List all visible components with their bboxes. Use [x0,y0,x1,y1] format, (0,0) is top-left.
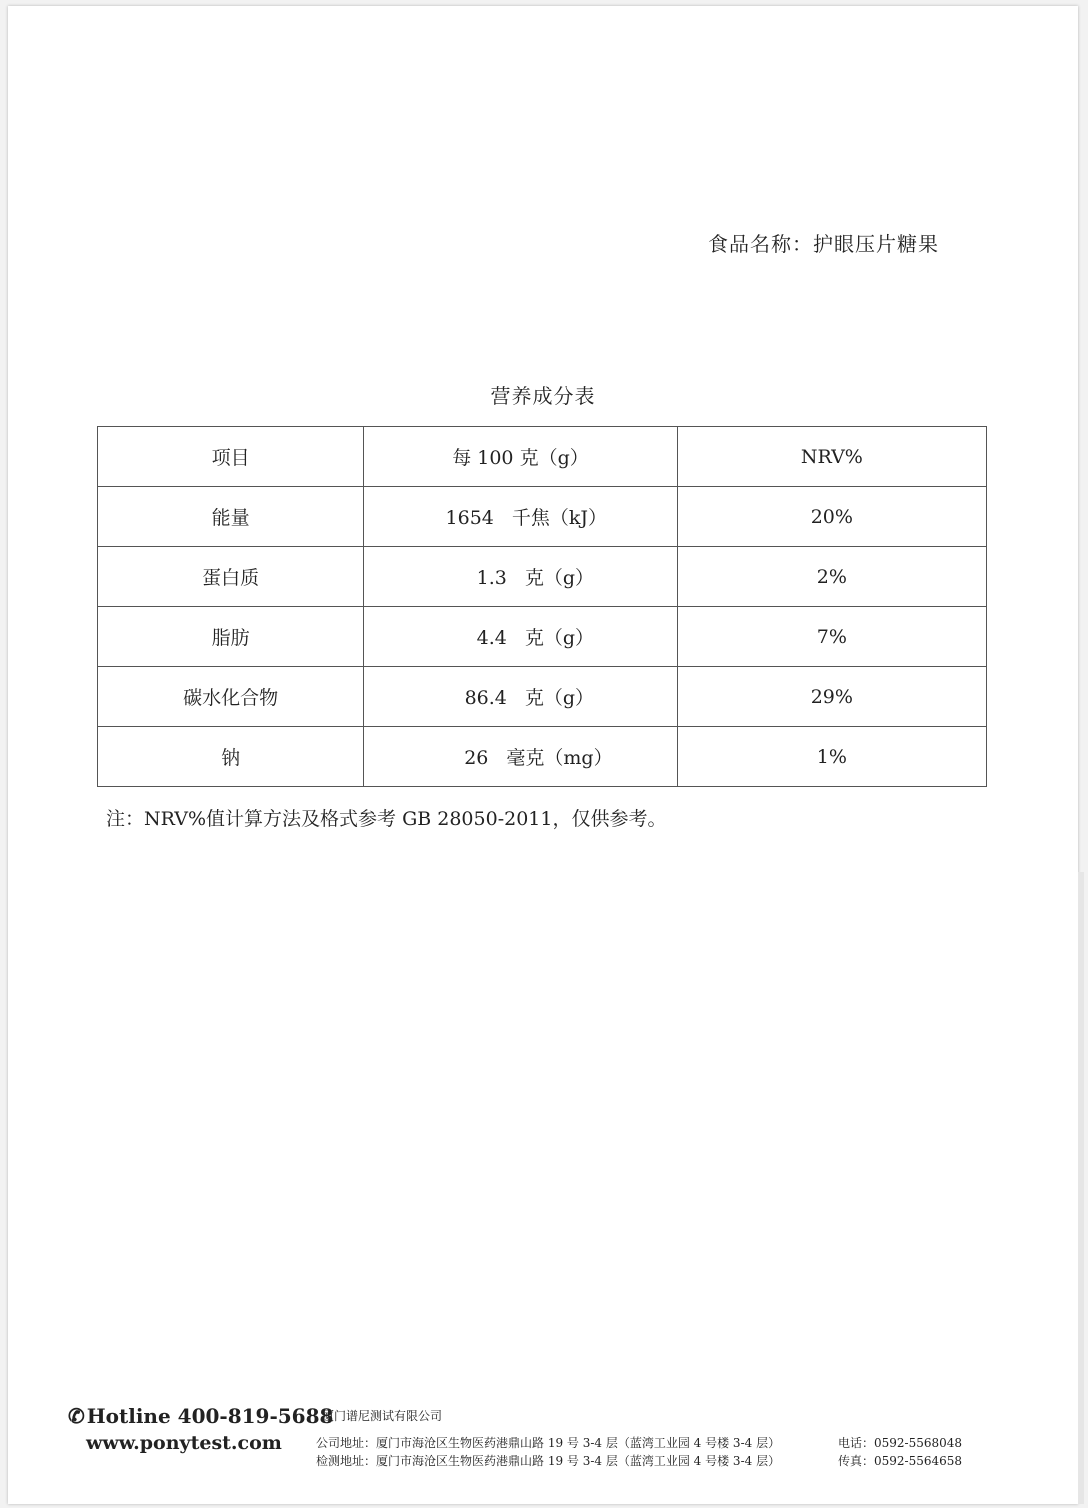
nutrition-table [97,426,987,787]
table-row [98,667,987,727]
table-row [98,607,987,667]
header-amount: 每 100 克（g） [364,427,677,487]
phone-icon: ✆ [68,1404,85,1428]
table-row [98,487,987,547]
test-address: 检测地址：厦门市海沧区生物医药港鼎山路 19 号 3-4 层（蓝湾工业园 4 号楼 3-4 层） [316,1454,781,1468]
table-row [98,547,987,607]
fax-number: 传真：0592-5564658 [838,1454,963,1468]
row-unit: 千焦（kJ） [511,507,608,529]
row-item: 脂肪 [98,607,364,667]
row-unit: 克（g） [524,627,595,649]
company-address: 公司地址：厦门市海沧区生物医药港鼎山路 19 号 3-4 层（蓝湾工业园 4 号楼 3-4 层） [316,1436,781,1450]
row-amount [364,667,677,727]
phone-number: 电话：0592-5568048 [838,1436,963,1450]
row-value: 26 [464,747,489,769]
table-title: 营养成分表 [490,384,596,408]
row-value: 1654 [445,507,494,529]
row-amount [364,547,677,607]
row-nrv: 20% [677,487,986,547]
row-item: 碳水化合物 [98,667,364,727]
row-nrv: 2% [677,547,986,607]
food-name: 食品名称：护眼压片糖果 [708,232,939,256]
row-item: 钠 [98,727,364,787]
table-header-row [98,427,987,487]
row-unit: 克（g） [524,687,595,709]
row-nrv: 29% [677,667,986,727]
row-amount [364,487,677,547]
table-row [98,727,987,787]
row-item: 能量 [98,487,364,547]
row-item: 蛋白质 [98,547,364,607]
row-amount [364,727,677,787]
row-unit: 克（g） [524,567,595,589]
row-value: 4.4 [476,627,507,649]
row-value: 86.4 [464,687,507,709]
header-item: 项目 [98,427,364,487]
row-nrv: 7% [677,607,986,667]
website: www.ponytest.com [86,1432,282,1454]
row-value: 1.3 [476,567,507,589]
scrollbar[interactable] [1078,872,1084,1504]
row-amount [364,607,677,667]
hotline-text: Hotline 400-819-5688 [86,1404,334,1428]
hotline [68,1404,333,1428]
row-nrv: 1% [677,727,986,787]
header-nrv: NRV% [677,427,986,487]
row-unit: 毫克（mg） [506,747,613,769]
company-name: 厦门谱尼测试有限公司 [322,1409,443,1423]
document-page [8,6,1078,1504]
table-note: 注：NRV%值计算方法及格式参考 GB 28050-2011，仅供参考。 [106,808,667,830]
